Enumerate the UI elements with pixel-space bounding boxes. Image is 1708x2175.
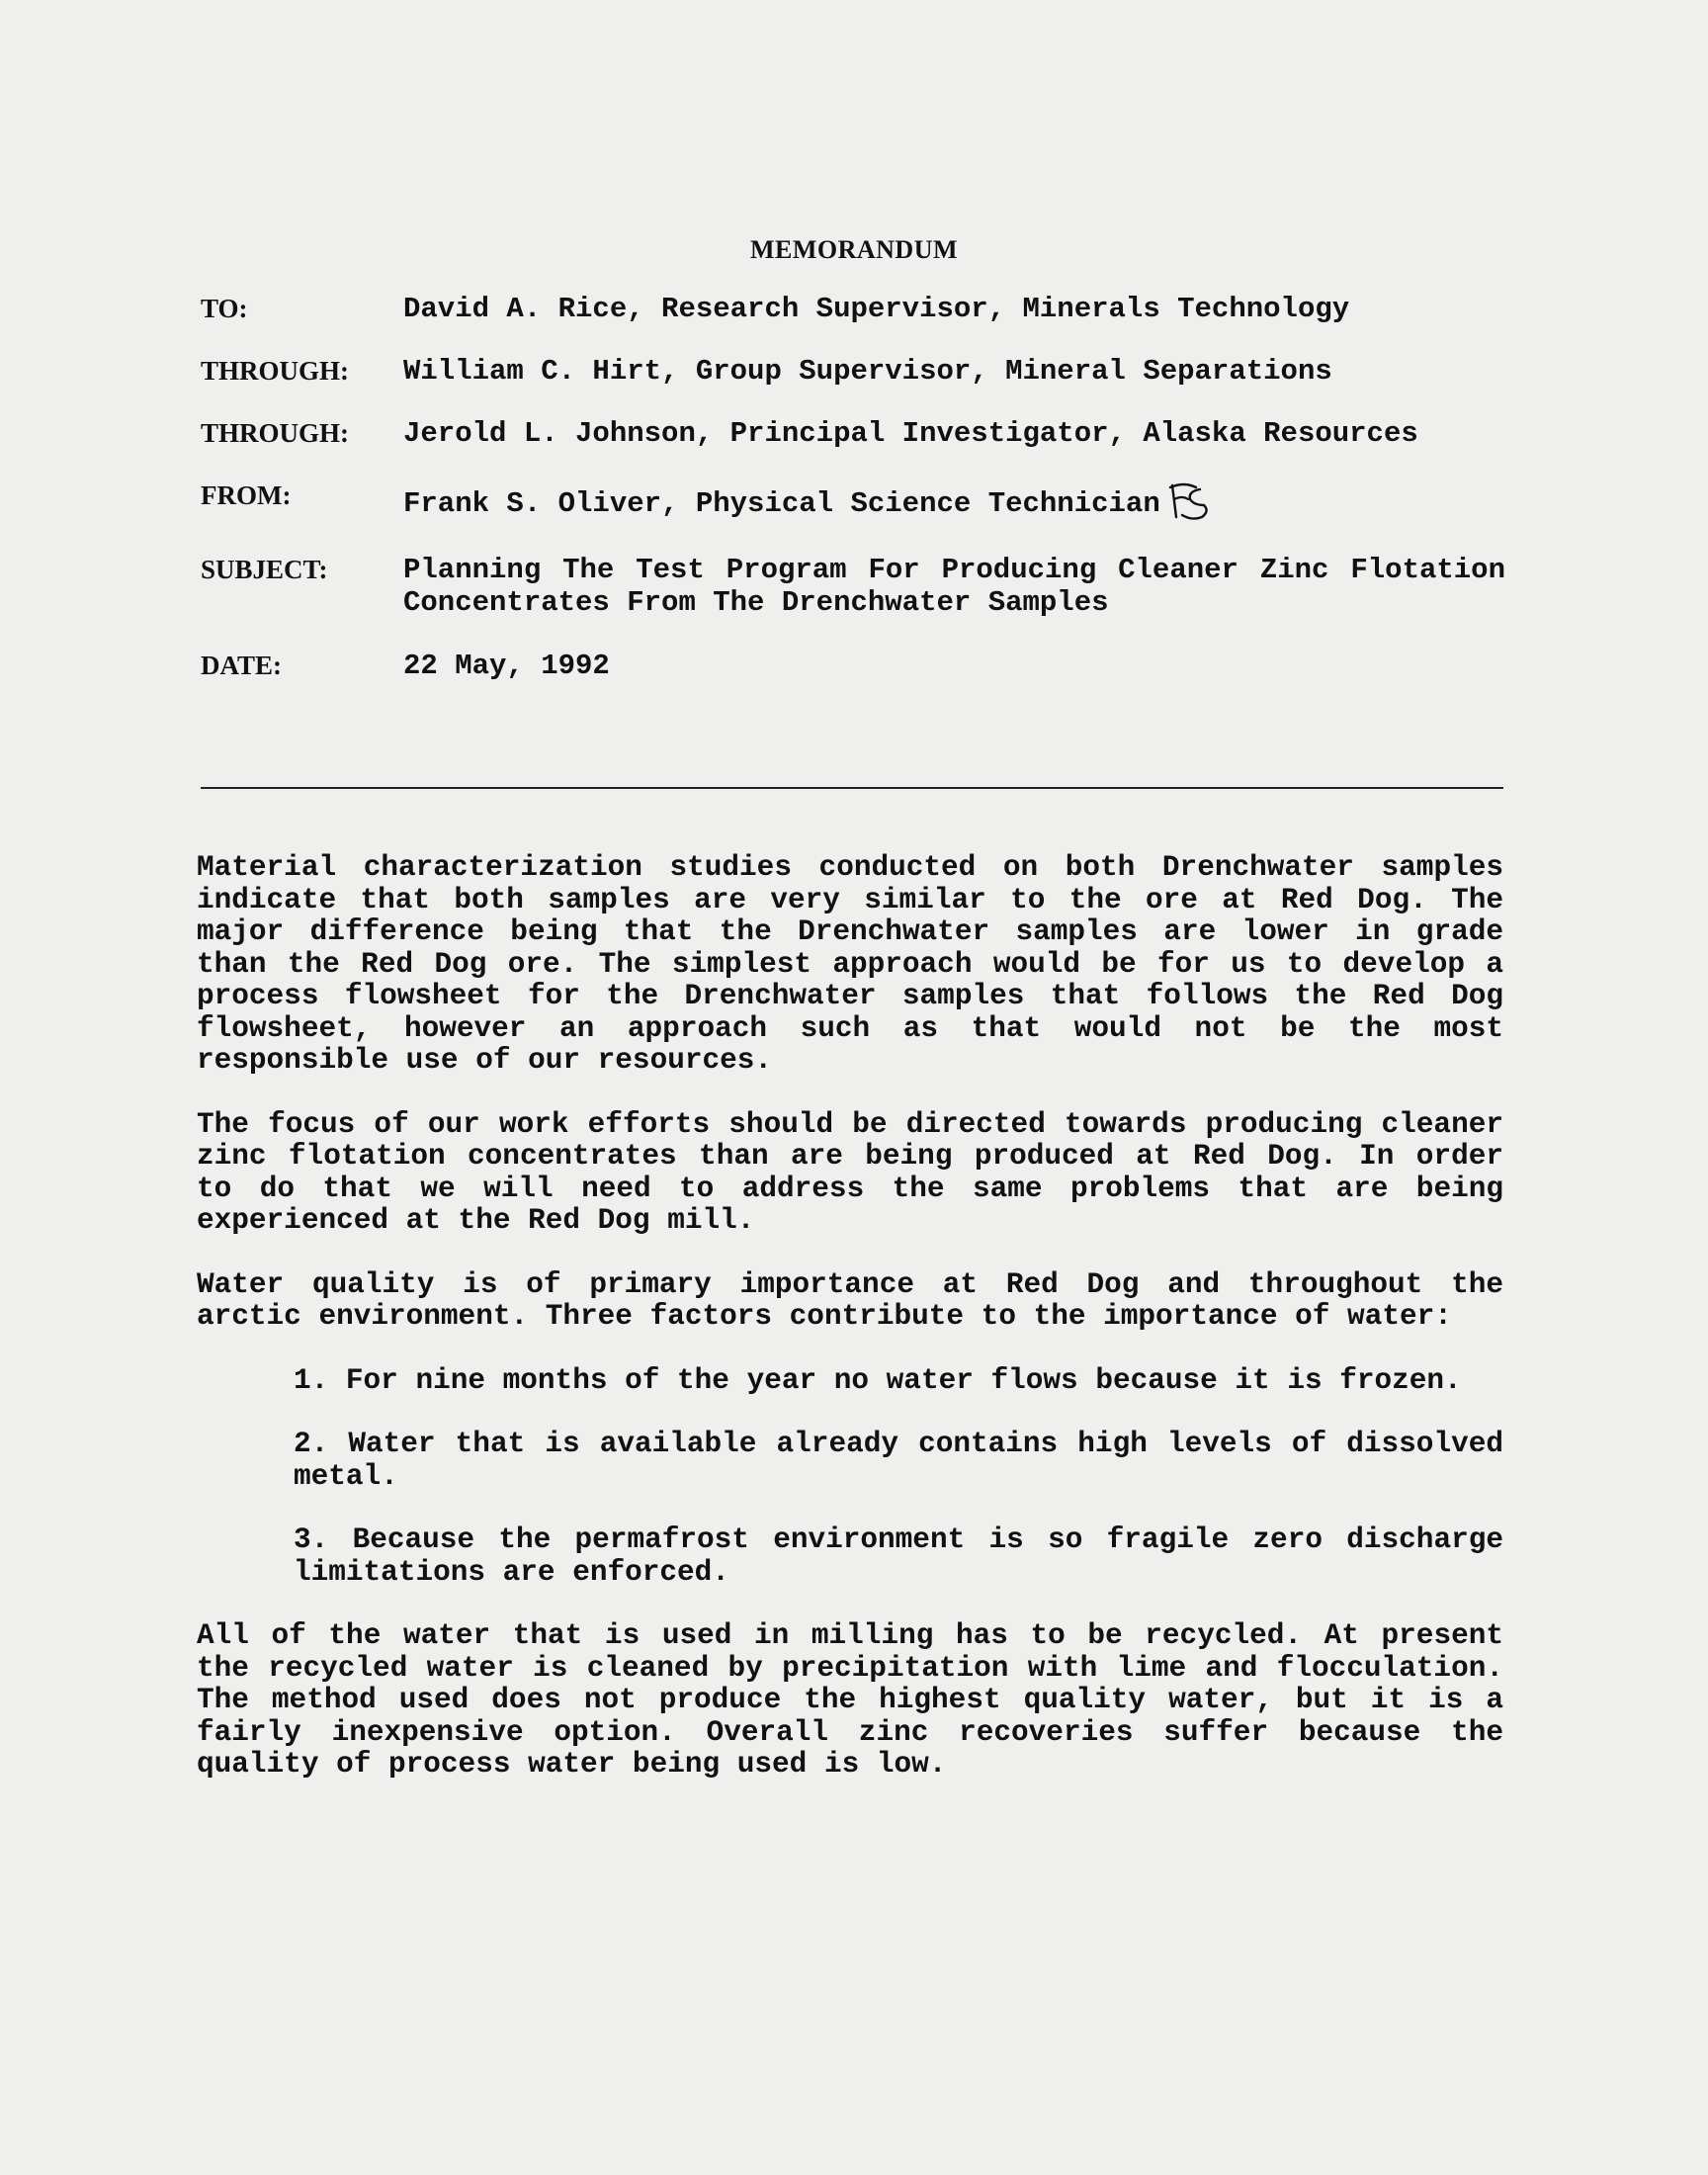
- from-row: [201, 479, 1505, 523]
- list-item: 1. For nine months of the year no water flows because it is frozen.: [294, 1363, 1462, 1397]
- handwritten-initials: [1166, 479, 1214, 523]
- subject-value: Planning The Test Program For Producing Cleaner Zinc Flotation Concentrates From The Drenchwater Samples: [403, 554, 1505, 619]
- memo-header: [201, 293, 1505, 682]
- body-paragraph: The focus of our work efforts should be directed towards producing cleaner zinc flotation concentrates than are being produced at Red Dog. In order to do that we will need to address the same problems that are being experienced at the Red Dog mill.: [197, 1107, 1503, 1237]
- to-row: [201, 293, 1505, 325]
- to-value: David A. Rice, Research Supervisor, Minerals Technology: [403, 293, 1350, 325]
- header-divider: [201, 787, 1503, 789]
- through-label-2: THROUGH:: [201, 418, 350, 448]
- to-label: TO:: [201, 294, 248, 323]
- date-row: [201, 650, 1505, 682]
- subject-row: [201, 554, 1505, 619]
- list-item: 3. Because the permafrost environment is so fragile zero discharge limitations are enforced.: [294, 1523, 1503, 1589]
- through-value-2: Jerold L. Johnson, Principal Investigator, Alaska Resources: [403, 417, 1418, 450]
- through-label-1: THROUGH:: [201, 356, 350, 386]
- memo-title: MEMORANDUM: [749, 235, 959, 264]
- through-row-2: [201, 417, 1505, 450]
- through-value-1: William C. Hirt, Group Supervisor, Mineral Separations: [403, 355, 1332, 388]
- body-paragraph: Material characterization studies conducted on both Drenchwater samples indicate that both samples are very similar to the ore at Red Dog. The major difference being that the Drenchwater samples are lower in grade than the Red Dog ore. The simplest approach would be for us to develop a process flowsheet for the Drenchwater samples that follows the Red Dog flowsheet, however an approach such as that would not be the most responsible use of our resources.: [197, 851, 1503, 1077]
- date-label: DATE:: [201, 651, 283, 680]
- memo-body: [197, 852, 1503, 1813]
- list-item: 2. Water that is available already contains high levels of dissolved metal.: [294, 1428, 1503, 1493]
- date-value: 22 May, 1992: [403, 650, 610, 682]
- from-value-wrap: [403, 479, 1505, 523]
- subject-label: SUBJECT:: [201, 555, 328, 584]
- from-label: FROM:: [201, 480, 292, 510]
- through-row-1: [201, 355, 1505, 388]
- from-value: Frank S. Oliver, Physical Science Technician: [403, 487, 1160, 520]
- closing-paragraph: All of the water that is used in milling has to be recycled. At present the recycled water is cleaned by precipitation with lime and flocculation. The method used does not produce the highest quality water, but it is a fairly inexpensive option. Overall zinc recoveries suffer because the quality of process water being used is low.: [197, 1619, 1503, 1781]
- body-paragraph: Water quality is of primary importance at Red Dog and throughout the arctic environment. Three factors contribute to the importance of water:: [197, 1267, 1503, 1333]
